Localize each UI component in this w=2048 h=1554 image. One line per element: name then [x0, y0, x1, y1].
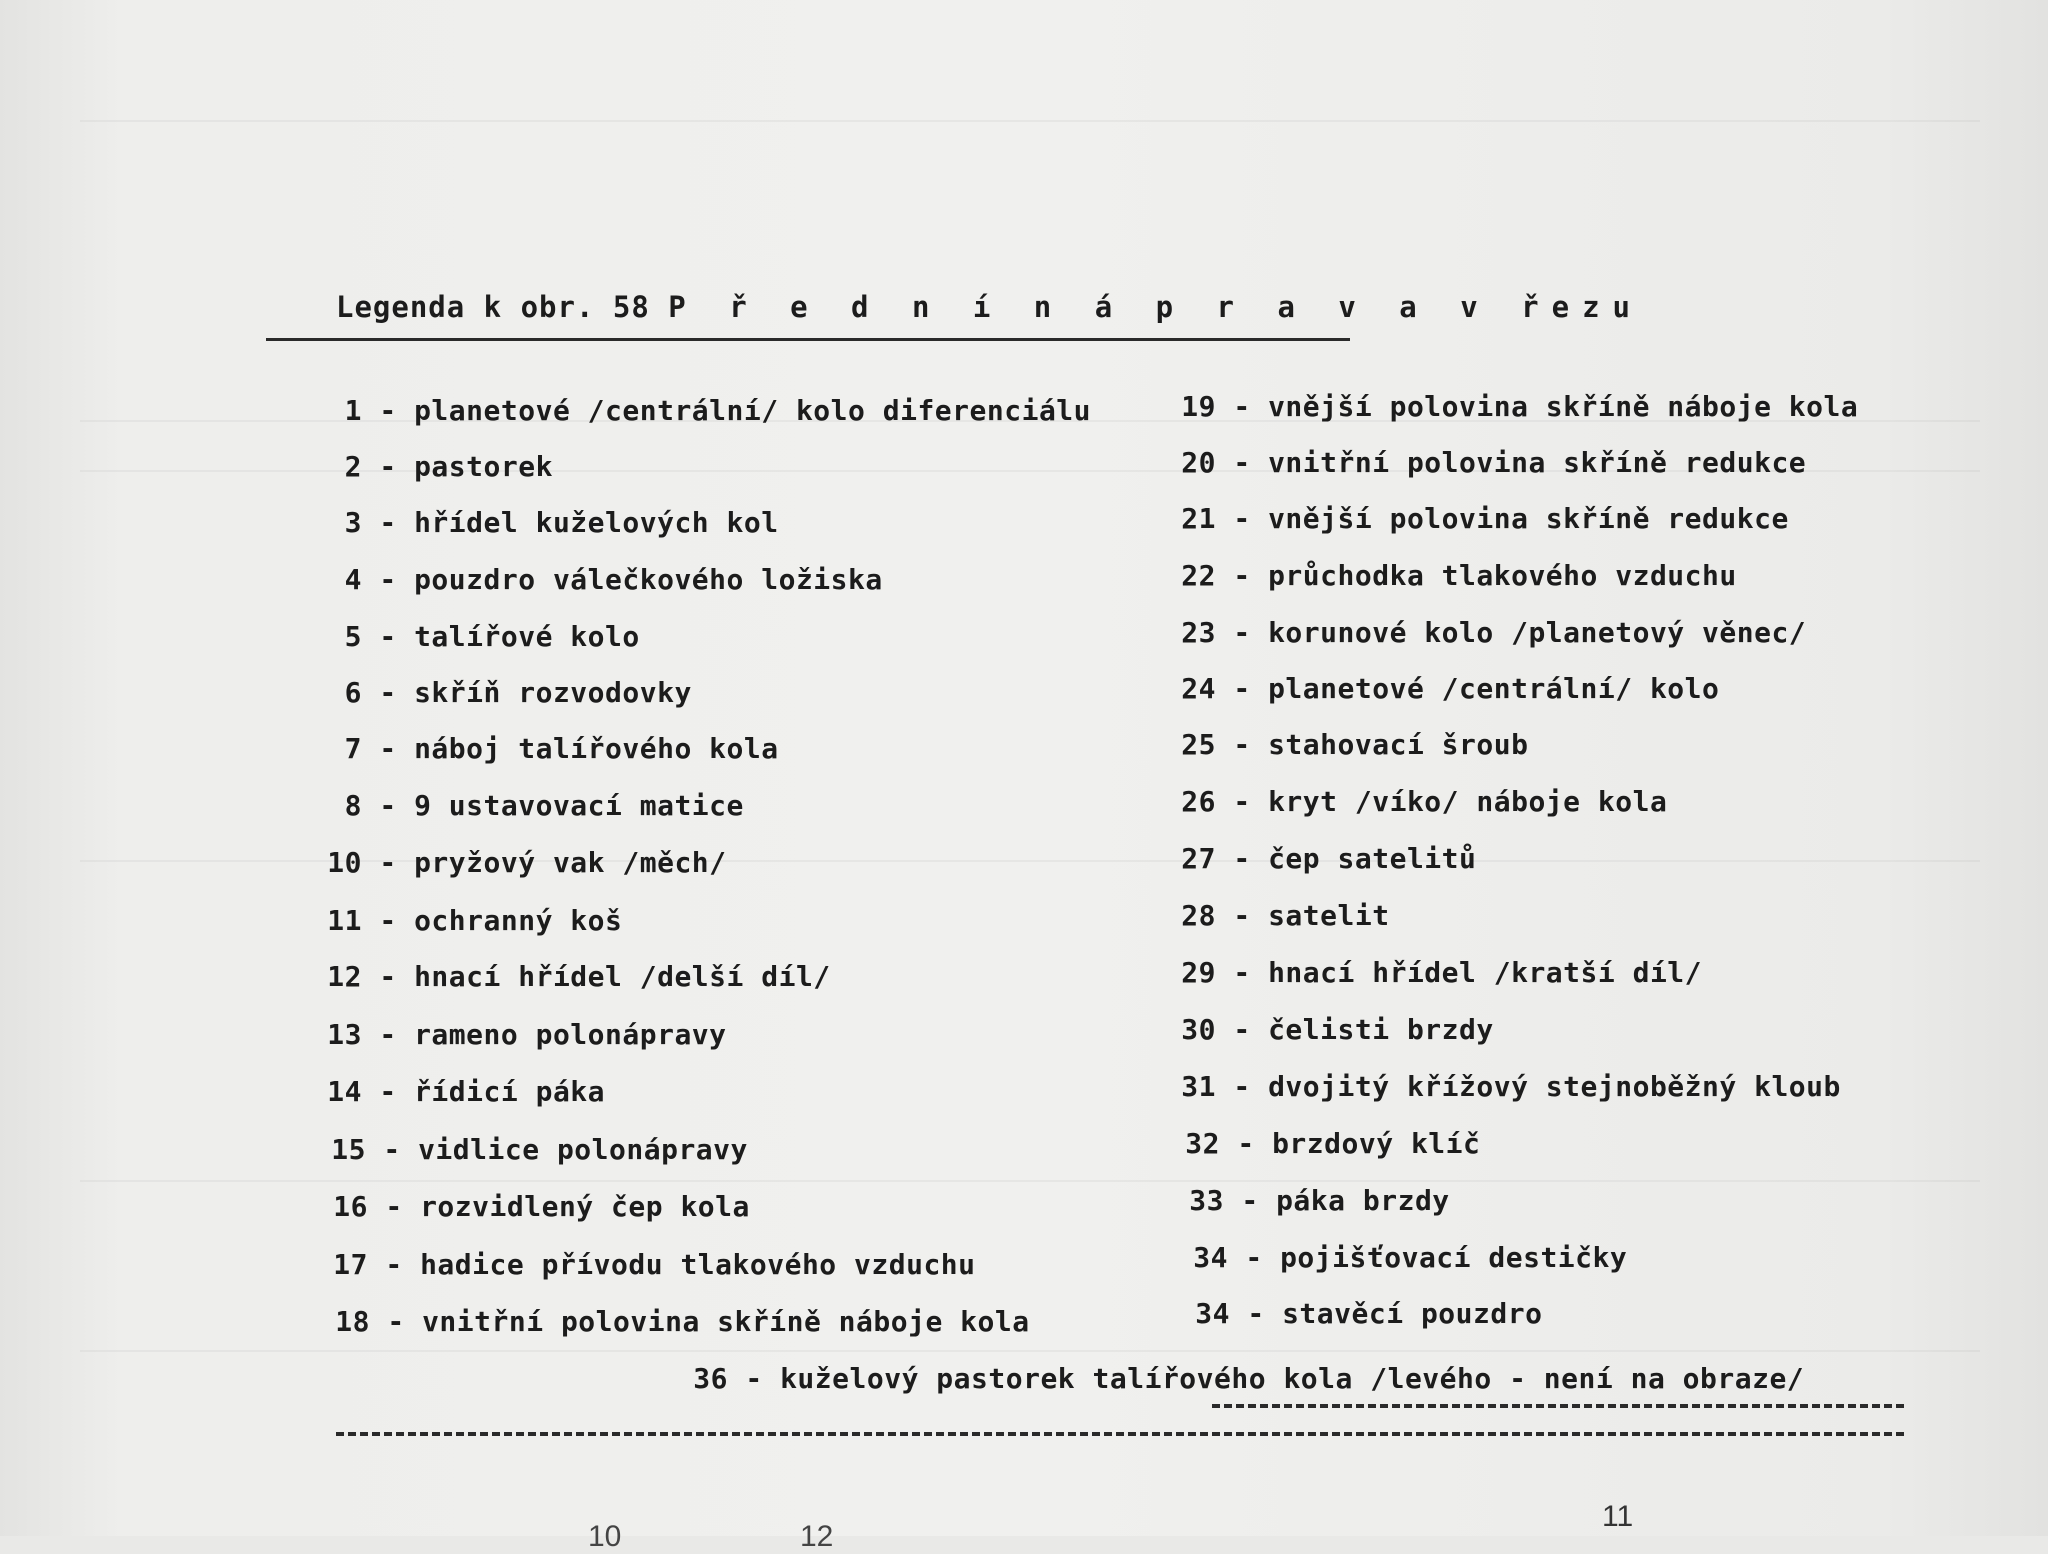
page-number: 11	[1602, 1500, 1634, 1533]
legend-item: 13 - rameno polonápravy	[327, 1018, 727, 1051]
partial-page-number: 12	[800, 1520, 834, 1553]
legend-item: 31 - dvojitý křížový stejnoběžný kloub	[1181, 1070, 1841, 1103]
dashed-separator	[1212, 1404, 1904, 1408]
legend-item: 22 - průchodka tlakového vzduchu	[1181, 559, 1737, 592]
show-through-line	[80, 1350, 1980, 1352]
dashed-separator	[336, 1432, 1904, 1436]
legend-item: 2 - pastorek	[344, 450, 553, 483]
legend-item: 34 - pojišťovací destičky	[1193, 1241, 1628, 1274]
legend-item: 33 - páka brzdy	[1189, 1184, 1450, 1217]
legend-item: 17 - hadice přívodu tlakového vzduchu	[333, 1248, 976, 1281]
legend-item: 3 - hřídel kuželových kol	[344, 506, 779, 539]
legend-item: 14 - řídicí páka	[327, 1075, 606, 1108]
legend-item: 26 - kryt /víko/ náboje kola	[1181, 785, 1668, 818]
legend-item: 23 - korunové kolo /planetový věnec/	[1181, 616, 1807, 649]
legend-item: 1 - planetové /centrální/ kolo diferenciálu	[344, 394, 1092, 427]
legend-item: 12 - hnací hřídel /delší díl/	[327, 960, 831, 993]
legend-item-bottom: 36 - kuželový pastorek talířového kola /levého - není na obraze/	[693, 1362, 1805, 1395]
legend-item: 19 - vnější polovina skříně náboje kola	[1181, 390, 1859, 423]
legend-item: 7 - náboj talířového kola	[344, 732, 779, 765]
legend-item: 15 - vidlice polonápravy	[331, 1133, 748, 1166]
legend-item: 21 - vnější polovina skříně redukce	[1181, 502, 1789, 535]
legend-item: 20 - vnitřní polovina skříně redukce	[1181, 446, 1807, 479]
legend-item: 32 - brzdový klíč	[1185, 1127, 1481, 1160]
legend-heading-prefix: Legenda k obr. 58	[336, 290, 650, 324]
legend-item: 11 - ochranný koš	[327, 904, 623, 937]
legend-item: 27 - čep satelitů	[1181, 842, 1477, 875]
legend-item: 18 - vnitřní polovina skříně náboje kola	[335, 1305, 1030, 1338]
heading-underline	[266, 338, 1350, 341]
legend-item: 34 - stavěcí pouzdro	[1195, 1297, 1543, 1330]
legend-item: 5 - talířové kolo	[344, 620, 640, 653]
legend-item: 29 - hnací hřídel /kratší díl/	[1181, 956, 1703, 989]
legend-item: 6 - skříň rozvodovky	[344, 676, 692, 709]
legend-item: 25 - stahovací šroub	[1181, 728, 1529, 761]
legend-item: 30 - čelisti brzdy	[1181, 1013, 1494, 1046]
legend-item: 16 - rozvidlený čep kola	[333, 1190, 750, 1223]
legend-item: 10 - pryžový vak /měch/	[327, 846, 727, 879]
show-through-line	[80, 120, 1980, 122]
show-through-line	[80, 1180, 1980, 1182]
partial-page-number: 10	[588, 1520, 622, 1553]
legend-item: 24 - planetové /centrální/ kolo	[1181, 672, 1720, 705]
legend-item: 8 - 9 ustavovací matice	[344, 789, 744, 822]
legend-item: 4 - pouzdro válečkového ložiska	[344, 563, 883, 596]
legend-item: 28 - satelit	[1181, 899, 1390, 932]
legend-heading-title: P ř e d n í n á p r a v a v řezu	[668, 290, 1643, 324]
legend-heading	[336, 290, 1643, 324]
